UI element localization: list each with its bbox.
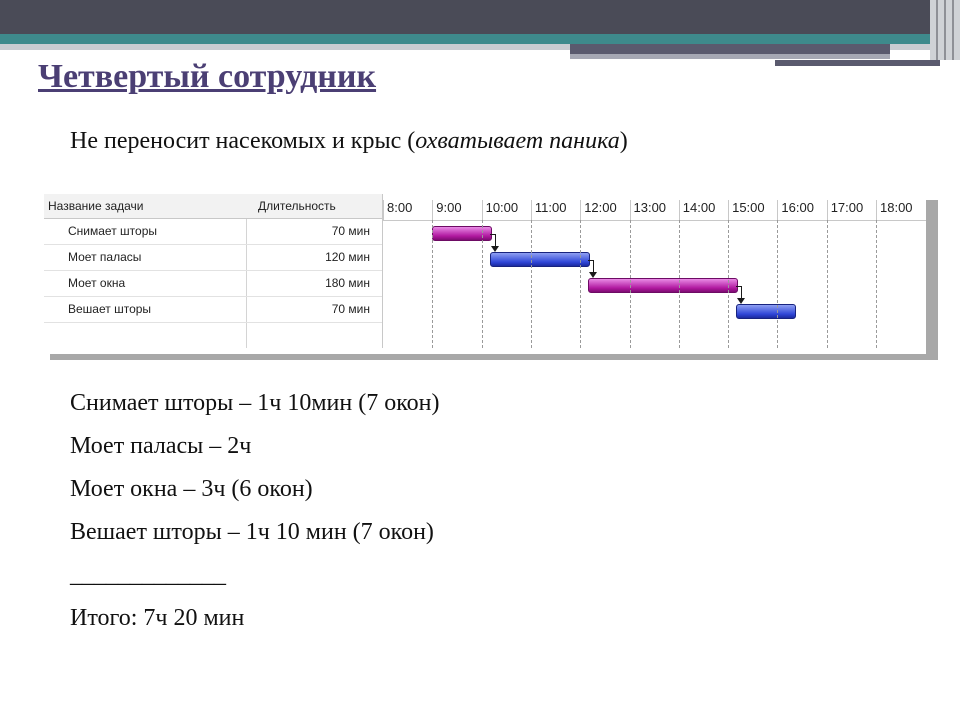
task-duration: 70 мин [331, 224, 370, 238]
table-row [44, 219, 382, 245]
task-duration: 180 мин [325, 276, 370, 290]
hour-label: 18:00 [876, 200, 925, 220]
gantt-timeline [383, 194, 926, 348]
hour-gridline [482, 220, 483, 348]
task-name: Моет окна [68, 276, 126, 290]
header-band-dark [0, 0, 960, 34]
timeline-hours [383, 200, 926, 221]
hour-label: 16:00 [777, 200, 826, 220]
task-name: Снимает шторы [68, 224, 157, 238]
task-bar [432, 226, 492, 241]
hour-label: 17:00 [827, 200, 876, 220]
summary-line: Вешает шторы – 1ч 10 мин (7 окон) [70, 519, 434, 545]
slide-title: Четвертый сотрудник [38, 58, 377, 95]
hour-gridline [432, 220, 433, 348]
hour-gridline [531, 220, 532, 348]
hour-gridline [827, 220, 828, 348]
hour-gridline [580, 220, 581, 348]
hour-label: 10:00 [482, 200, 531, 220]
header-accent-bar-light [570, 54, 890, 59]
subtitle-end: ) [619, 128, 628, 154]
hour-label: 11:00 [531, 200, 580, 220]
summary-total: Итого: 7ч 20 мин [70, 605, 245, 631]
header-duration: Длительность [258, 199, 336, 213]
hour-gridline [679, 220, 680, 348]
hour-label: 13:00 [630, 200, 679, 220]
hour-label: 14:00 [679, 200, 728, 220]
subtitle-italic: охватывает паника [415, 128, 620, 154]
table-row [44, 271, 382, 297]
corner-decoration [930, 0, 960, 60]
summary-line: Моет окна – 3ч (6 окон) [70, 476, 313, 502]
table-row [44, 245, 382, 271]
header-task-name: Название задачи [48, 199, 144, 213]
hour-gridline [728, 220, 729, 348]
task-bar [588, 278, 738, 293]
hour-label: 12:00 [580, 200, 629, 220]
summary-line: Моет паласы – 2ч [70, 433, 252, 459]
task-bar [736, 304, 796, 319]
header-accent-bar-right [775, 60, 940, 66]
slide-subtitle [70, 128, 628, 155]
hour-gridline [630, 220, 631, 348]
task-duration: 70 мин [331, 302, 370, 316]
task-duration: 120 мин [325, 250, 370, 264]
hour-label: 15:00 [728, 200, 777, 220]
hour-gridline [876, 220, 877, 348]
summary-list [70, 382, 440, 640]
gantt-task-table [44, 194, 385, 348]
task-bar [490, 252, 591, 267]
task-name: Вешает шторы [68, 302, 152, 316]
hour-label: 8:00 [383, 200, 432, 220]
hour-label: 9:00 [432, 200, 481, 220]
header-accent-bar [570, 44, 890, 54]
summary-separator: _____________ [70, 562, 226, 588]
table-header [44, 194, 382, 219]
summary-line: Снимает шторы – 1ч 10мин (7 окон) [70, 390, 440, 416]
subtitle-text: Не переносит насекомых и крыс ( [70, 128, 416, 154]
task-name: Моет паласы [68, 250, 142, 264]
hour-gridline [777, 220, 778, 348]
header-band-teal [0, 34, 960, 44]
table-row-empty [44, 323, 382, 348]
table-row [44, 297, 382, 323]
